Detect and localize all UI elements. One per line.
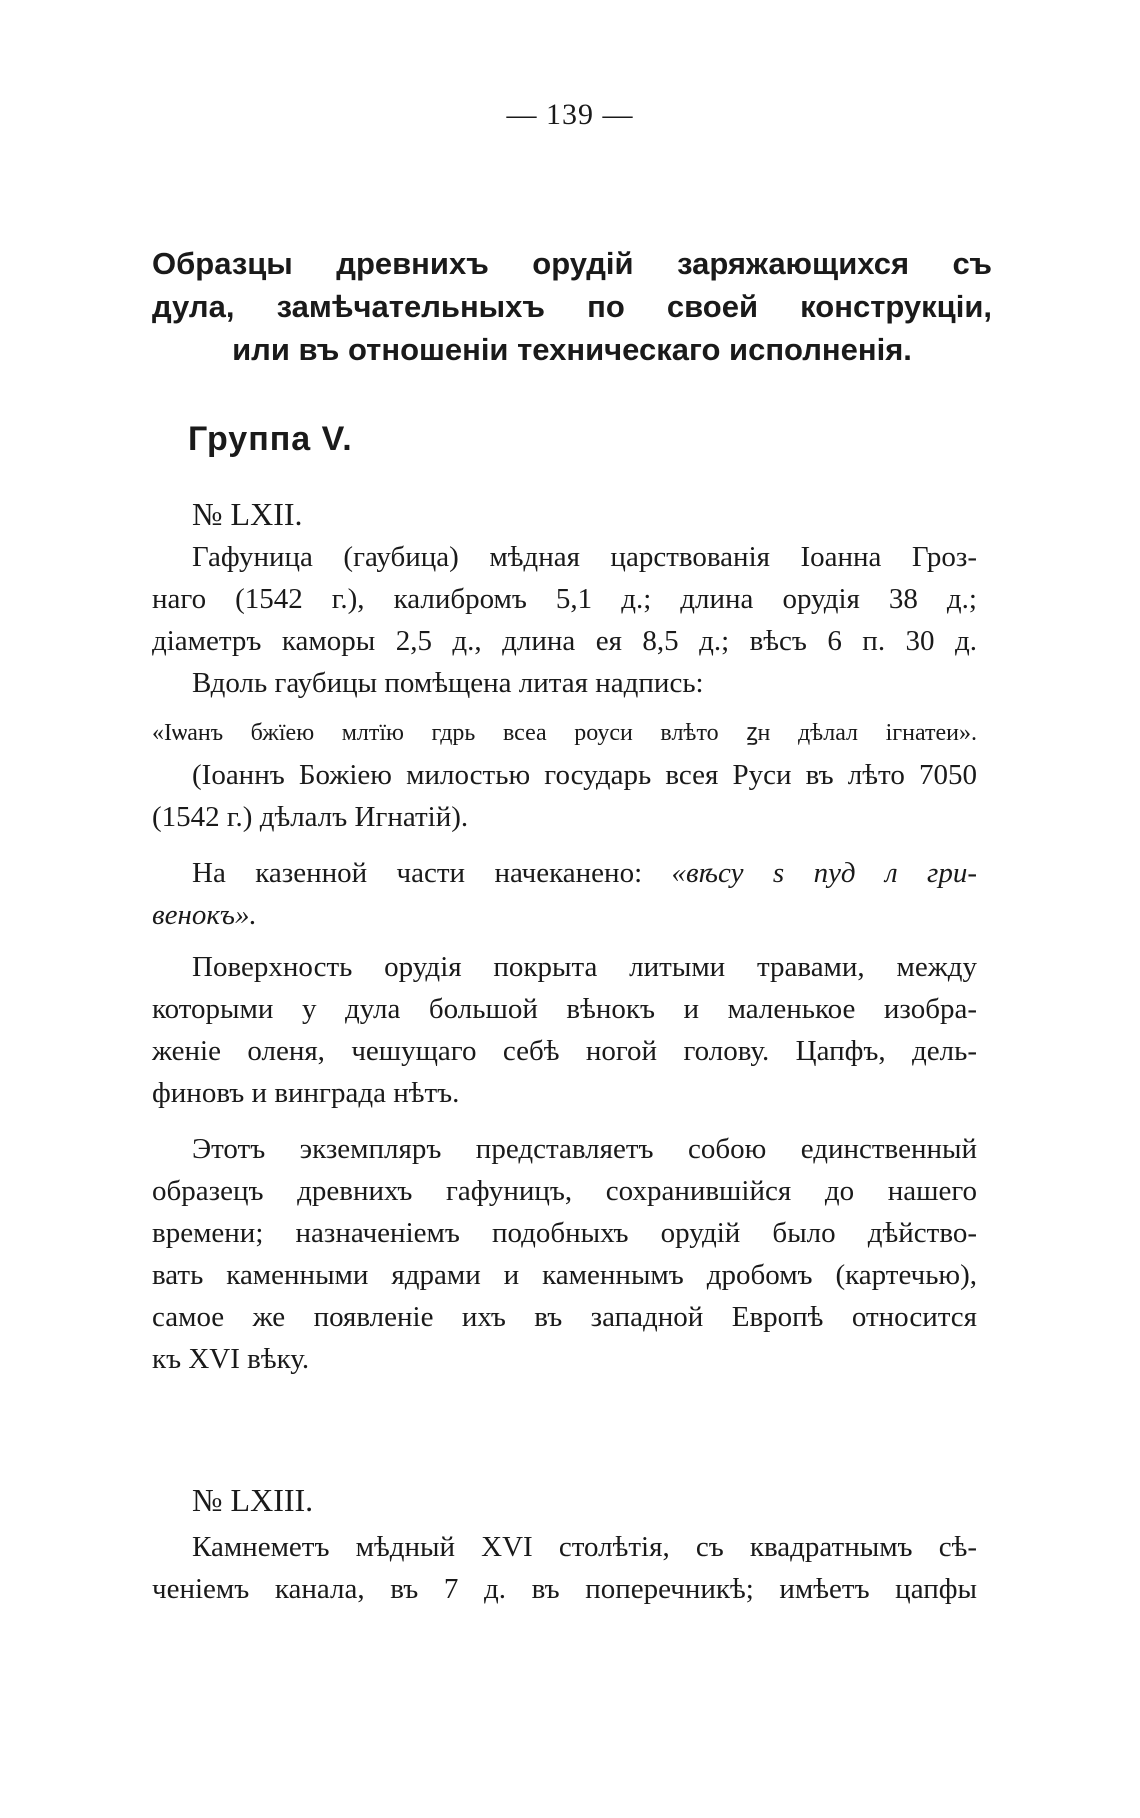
entry-text-line: Гафуница (гаубица) мѣдная царствованія Іоанна Гроз- — [192, 541, 977, 573]
translation-line: (Іоаннъ Божіею милостью государь всея Руси въ лѣто 7050 — [192, 759, 977, 791]
surface-line: которыми у дула большой вѣнокъ и маленькое изобра- — [152, 993, 977, 1025]
entry-text-line: діаметръ каморы 2,5 д., длина ея 8,5 д.; вѣсъ 6 п. 30 д. — [152, 625, 977, 657]
unique-line: къ XVI вѣку. — [152, 1343, 310, 1375]
breech-text: «вѣсу ѕ пуд л гри- — [671, 857, 977, 889]
entry-number: № LXIII. — [192, 1482, 314, 1518]
group-title: Группа V. — [188, 420, 353, 458]
breech-inscription-line — [152, 852, 977, 894]
entry-text-line: ченіемъ канала, въ 7 д. въ поперечникѣ; имѣетъ цапфы — [152, 1573, 977, 1605]
entry-text-line: Камнеметъ мѣдный XVI столѣтія, съ квадратнымъ сѣ- — [192, 1531, 977, 1563]
entry-number: № LXII. — [192, 496, 303, 532]
heading-line: Образцы древнихъ орудій заряжающихся съ — [152, 246, 992, 281]
unique-line: образецъ древнихъ гафуницъ, сохранившійся до нашего — [152, 1175, 977, 1207]
surface-line: Поверхность орудія покрыта литыми травами, между — [192, 951, 977, 983]
entry-63 — [152, 1478, 977, 1610]
page-number: — 139 — — [506, 98, 634, 131]
entry-62 — [152, 492, 977, 1380]
heading-line: или въ отношеніи техническаго исполненія. — [232, 332, 912, 367]
entry-text-line: Вдоль гаубицы помѣщена литая надпись: — [192, 667, 704, 699]
unique-line: времени; назначеніемъ подобныхъ орудій было дѣйство- — [152, 1217, 977, 1249]
heading-line: дула, замѣчательныхъ по своей конструкціи, — [152, 289, 992, 324]
entry-text-line: наго (1542 г.), калибромъ 5,1 д.; длина орудія 38 д.; — [152, 583, 977, 615]
unique-line: вать каменными ядрами и каменнымъ дробомъ (картечью), — [152, 1259, 977, 1291]
old-slavonic-inscription: «Іѡанъ бжїею млтїю гдрь всеа роуси влѣто ꙁн дѣлал ігнатеи». — [152, 720, 977, 746]
breech-text-continued: венокъ». — [152, 899, 257, 931]
breech-label: На казенной части начеканено: — [192, 857, 643, 889]
surface-line: женіе оленя, чешущаго себѣ ногой голову. Цапфъ, дель- — [152, 1035, 977, 1067]
surface-line: финовъ и винграда нѣтъ. — [152, 1077, 460, 1109]
unique-line: Этотъ экземпляръ представляетъ собою единственный — [192, 1133, 977, 1165]
section-heading — [152, 242, 992, 371]
translation-line: (1542 г.) дѣлалъ Игнатій). — [152, 801, 469, 833]
unique-line: самое же появленіе ихъ въ западной Европѣ относится — [152, 1301, 977, 1333]
